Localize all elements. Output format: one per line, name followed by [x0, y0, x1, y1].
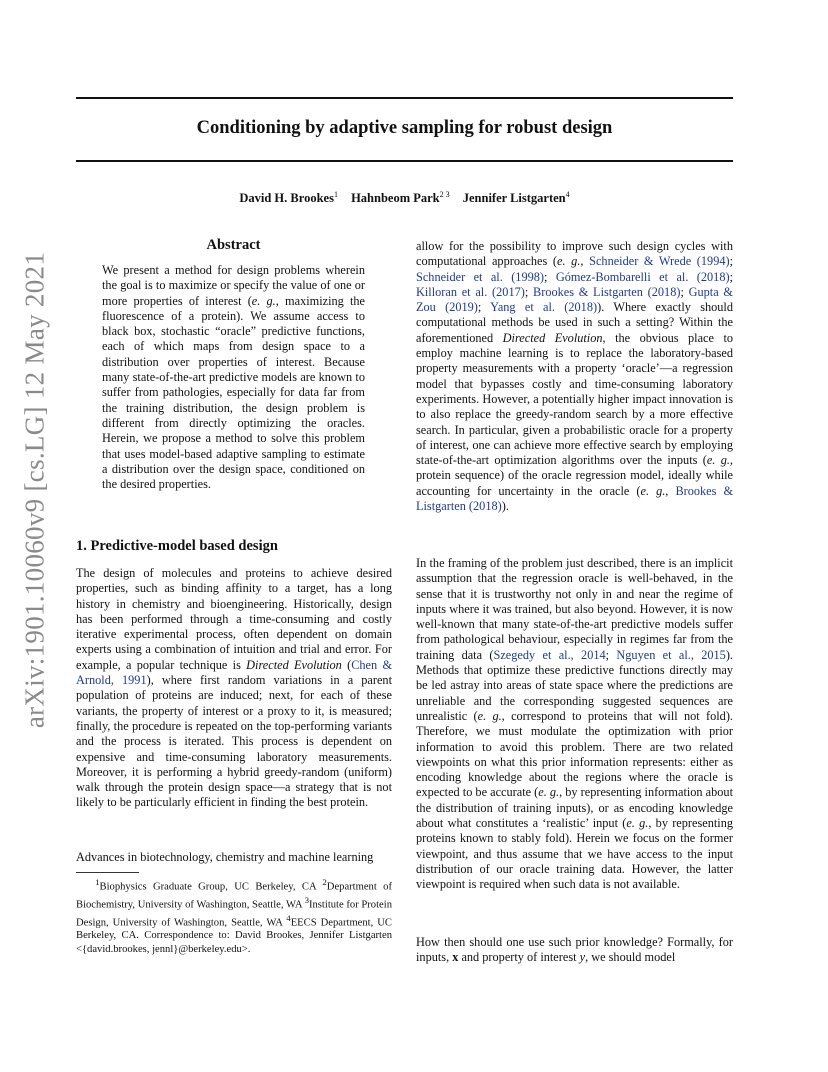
section-heading: 1. Predictive-model based design	[76, 538, 278, 554]
citation-link[interactable]: Schneider et al. (1998)	[416, 269, 544, 284]
section-body	[76, 566, 392, 811]
paper-title: Conditioning by adaptive sampling for robust design	[196, 118, 613, 138]
abstract-paragraph: We present a method for design problems wherein the goal is to maximize or specify the value of one or more properties of interest (e. g., maximizing the fluorescence of a protein). We assume access to black box, stochastic “oracle” predictive functions, each of which maps from design space to a distribution over properties of interest. Because many state-of-the-art predictive models are known to suffer from pathologies, especially for data far from the training distribution, the design problem is different from directly optimizing the oracles. Herein, we propose a method to solve this problem that uses model-based adaptive sampling to estimate a distribution over the design space, conditioned on the desired properties.	[102, 263, 366, 492]
right-column-paragraph-1	[416, 239, 733, 514]
title-rule-top	[76, 97, 733, 99]
citation-link[interactable]: Chen & Arnold, 1991	[76, 657, 393, 688]
citation-link[interactable]: Gupta & Zou (2019)	[416, 284, 733, 315]
paragraph: In the framing of the problem just described, there is an implicit assumption that the regression oracle is well-behaved, in the sense that it is trustworthy not only in and near the regime of inputs where it was trained, but also beyond. However, it is now well-known that many state-of-the-art predictive models suffer from pathological behaviour, especially in regimes far from the training data (Szegedy et al., 2014; Nguyen et al., 2015). Methods that optimize these predictive functions directly may be led astray into areas of state space where the predictions are unreliable and the corresponding suggested sequences are unrealistic (e. g., correspond to proteins that will not fold). Therefore, we must modulate the optimization with prior information to avoid this problem. There are two related viewpoints on what this prior information represents: either as encoding knowledge about the regions where the oracle is expected to be accurate (e. g., by representing information about the distribution of training inputs), or as encoding knowledge about what constitutes a ‘realistic’ input (e. g., by representing proteins known to stably fold). Herein we focus on the former viewpoint, and thus assume that we have access to the input distribution of our oracle training data. However, the latter viewpoint is required when such data is not available.	[416, 556, 733, 892]
footnote-rule	[76, 872, 139, 873]
citation-link[interactable]: Gómez-Bombarelli et al. (2018)	[555, 269, 730, 284]
citation-link[interactable]: Yang et al. (2018)	[490, 300, 598, 315]
title-rule-bottom	[76, 160, 733, 162]
citation-link[interactable]: Szegedy et al., 2014	[493, 647, 606, 662]
affiliation-footnote	[76, 876, 392, 956]
author: Hahnbeom Park$^{2 3}$	[351, 190, 450, 206]
paragraph: How then should one use such prior knowledge? Formally, for inputs, x and property of interest y, we should model	[416, 935, 733, 965]
citation-link[interactable]: Brookes & Listgarten (2018)	[416, 483, 734, 514]
right-column-paragraph-2	[416, 556, 733, 893]
math-variable-x: x	[452, 950, 459, 965]
footnote-text: $^1$Biophysics Graduate Group, UC Berkeley, CA $^2$Department of Biochemistry, University of Washington, Seattle, WA $^3$Institute for Protein Design, University of Washington, Seattle, WA $^4$EECS Department, UC Berkeley, CA. Correspondence to: David Brookes, Jennifer Listgarten <{david.brookes, jennl}@berkeley.edu>.	[76, 877, 392, 955]
citation-link[interactable]: Brookes & Listgarten (2018)	[533, 284, 681, 299]
right-column-paragraph-3	[416, 935, 733, 966]
paragraph: The design of molecules and proteins to achieve desired properties, such as binding affinity to a target, has a long history in chemistry and bioengineering. Historically, design has been performed through a time-consuming and costly iterative experimental process, often dependent on domain experts using a combination of intuition and trial and error. For example, a popular technique is Directed Evolution (Chen & Arnold, 1991), where first random variations in a parent population of proteins are induced; next, for each of these variants, the property of interest or a proxy to it, is measured; finally, the procedure is repeated on the top-performing variants and the process is iterated. This process is dependent on expensive and time-consuming laboratory measurements. Moreover, it is performing a hybrid greedy-random (uniform) walk through the protein design space—a strategy that is not likely to be particularly efficient in finding the best protein.	[76, 566, 393, 810]
section-body-continued	[76, 850, 392, 865]
author: David H. Brookes$^1$	[239, 190, 338, 206]
citation-link[interactable]: Schneider & Wrede (1994)	[589, 254, 730, 269]
paragraph: Advances in biotechnology, chemistry and machine learning	[76, 850, 374, 864]
math-variable-y: y	[579, 950, 586, 965]
abstract-heading: Abstract	[206, 237, 261, 253]
abstract-body	[102, 263, 365, 492]
author: Jennifer Listgarten$^4$	[462, 190, 570, 206]
arxiv-stamp	[19, 251, 50, 729]
paragraph: allow for the possibility to improve such design cycles with computational approaches (e. g., Schneider & Wrede (1994); Schneider et al. (1998); Gómez-Bombarelli et al. (2018); Killoran et al. (2017); Brookes & Listgarten (2018); Gupta & Zou (2019); Yang et al. (2018)). Where exactly should computational methods be used in such a setting? Within the aforementioned Directed Evolution, the obvious place to employ machine learning is to replace the laboratory-based property measurements with a property ‘oracle’—a regression model that bypasses costly and time-consuming laboratory experiments. However, a potentially higher impact innovation is to also replace the greedy-random search by a more effective search. In particular, given a probabilistic oracle for a property of interest, one can achieve more effective search by employing state-of-the-art optimization algorithms over the inputs (e. g., protein sequence) of the oracle regression model, ideally while accounting for uncertainty in the oracle (e. g., Brookes & Listgarten (2018)).	[416, 239, 734, 514]
citation-link[interactable]: Killoran et al. (2017)	[416, 284, 525, 299]
citation-link[interactable]: Nguyen et al., 2015	[616, 647, 726, 662]
arxiv-identifier: arXiv:1901.10060v9 [cs.LG] 12 May 2021	[19, 251, 50, 729]
author-list	[76, 190, 733, 206]
